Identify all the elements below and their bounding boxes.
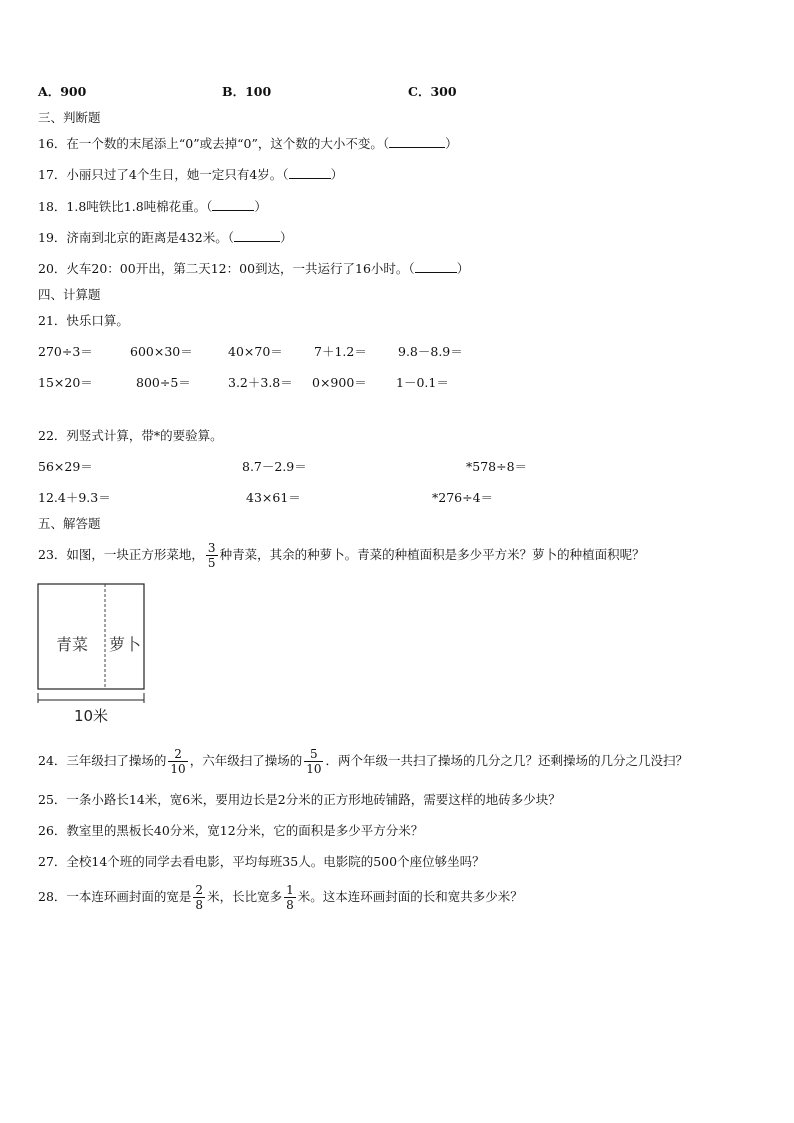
- question-28-text-post: 米。这本连环画封面的长和宽共多少米？: [297, 889, 523, 904]
- question-23-text-pre: 23．如图，一块正方形菜地，: [38, 547, 204, 562]
- question-17-close: ）: [330, 167, 344, 182]
- fraction-numerator: 1: [286, 883, 294, 897]
- answer-blank[interactable]: [415, 261, 457, 273]
- fraction: [284, 883, 296, 912]
- fraction-denominator: 10: [170, 762, 186, 776]
- fraction: [193, 883, 205, 912]
- answer-blank[interactable]: [234, 230, 280, 242]
- label-radish: 萝卜: [108, 635, 142, 654]
- calc-item: 270÷3＝: [38, 344, 93, 359]
- answer-blank[interactable]: [212, 199, 254, 211]
- calc-item: 3.2＋3.8＝: [228, 375, 293, 390]
- calc-item: 8.7－2.9＝: [242, 459, 307, 474]
- fraction-denominator: 10: [306, 762, 322, 776]
- fraction-numerator: 5: [310, 747, 318, 761]
- question-16-close: ）: [445, 136, 458, 151]
- question-19-text: 19．济南到北京的距离是432米。（: [38, 230, 235, 245]
- question-18: [38, 199, 267, 215]
- calc-item: 600×30＝: [130, 344, 193, 359]
- calc-item: 1－0.1＝: [396, 375, 449, 390]
- question-18-text: 18．1.8吨铁比1.8吨棉花重。（: [38, 199, 213, 214]
- calc-item: 40×70＝: [228, 344, 283, 359]
- question-28: [38, 880, 523, 914]
- question-20-text: 20．火车20：00开出，第二天12：00到达，一共运行了16小时。（: [38, 261, 415, 276]
- vegetable-plot-diagram: [36, 580, 148, 726]
- calc-item: 15×20＝: [38, 375, 93, 390]
- calc-item: *276÷4＝: [432, 490, 494, 505]
- option-b: B．100: [222, 84, 272, 99]
- answer-blank[interactable]: [389, 136, 445, 148]
- fraction: [304, 747, 323, 776]
- question-23-text-post: 种青菜，其余的种萝卜。青菜的种植面积是多少平方米？萝卜的种植面积呢？: [219, 547, 645, 562]
- question-23: [38, 538, 645, 572]
- calc-item: 9.8－8.9＝: [398, 344, 463, 359]
- fraction-denominator: 8: [195, 898, 204, 912]
- question-20: [38, 261, 469, 277]
- question-21-title: 21．快乐口算。: [38, 313, 129, 328]
- question-26: 26．教室里的黑板长40分米，宽12分米，它的面积是多少平方分米？: [38, 823, 424, 838]
- question-28-text-mid: 米，长比宽多: [207, 889, 283, 904]
- fraction: [168, 747, 187, 776]
- fraction-numerator: 3: [207, 541, 216, 555]
- question-17: [38, 167, 343, 183]
- question-19-close: ）: [280, 230, 293, 245]
- question-16: [38, 136, 458, 152]
- question-28-text-pre: 28．一本连环画封面的宽是: [38, 889, 192, 904]
- calc-item: 56×29＝: [38, 459, 93, 474]
- question-22-title: 22．列竖式计算，带*的要验算。: [38, 428, 223, 443]
- fraction-denominator: 8: [286, 898, 294, 912]
- section-title-judgement: 三、判断题: [38, 110, 101, 125]
- question-24-text-pre: 24．三年级扫了操场的: [38, 753, 167, 768]
- calc-item: *578÷8＝: [466, 459, 528, 474]
- question-27: 27．全校14个班的同学去看电影，平均每班35人。电影院的500个座位够坐吗？: [38, 854, 485, 869]
- fraction-numerator: 2: [195, 883, 204, 897]
- fraction: [206, 541, 218, 570]
- question-25: 25．一条小路长14米，宽6米，要用边长是2分米的正方形地砖铺路，需要这样的地砖多少块？: [38, 792, 561, 807]
- calc-item: 12.4＋9.3＝: [38, 490, 111, 505]
- fraction-numerator: 2: [174, 747, 182, 761]
- calc-item: 7＋1.2＝: [314, 344, 367, 359]
- question-17-text: 17．小丽只过了4个生日，她一定只有4岁。（: [38, 167, 289, 182]
- answer-blank[interactable]: [289, 167, 331, 179]
- calc-item: 0×900＝: [312, 375, 367, 390]
- question-18-close: ）: [254, 199, 267, 214]
- section-title-word-problems: 五、解答题: [38, 516, 101, 531]
- label-green-vegetable: 青菜: [55, 635, 89, 654]
- fraction-denominator: 5: [207, 556, 216, 570]
- option-c: C．300: [408, 84, 457, 99]
- option-a: A．900: [38, 84, 87, 99]
- question-20-close: ）: [456, 261, 470, 276]
- calc-item: 43×61＝: [246, 490, 301, 505]
- question-16-text: 16．在一个数的末尾添上“0”或去掉“0”，这个数的大小不变。（: [38, 136, 390, 151]
- calc-item: 800÷5＝: [136, 375, 191, 390]
- dimension-label: 10米: [73, 707, 109, 725]
- question-19: [38, 230, 293, 246]
- question-24: [38, 744, 688, 778]
- section-title-calculation: 四、计算题: [38, 287, 101, 302]
- question-24-text-mid: ，六年级扫了操场的: [189, 753, 303, 768]
- question-24-text-post: ．两个年级一共扫了操场的几分之几？还剩操场的几分之几没扫？: [325, 753, 688, 768]
